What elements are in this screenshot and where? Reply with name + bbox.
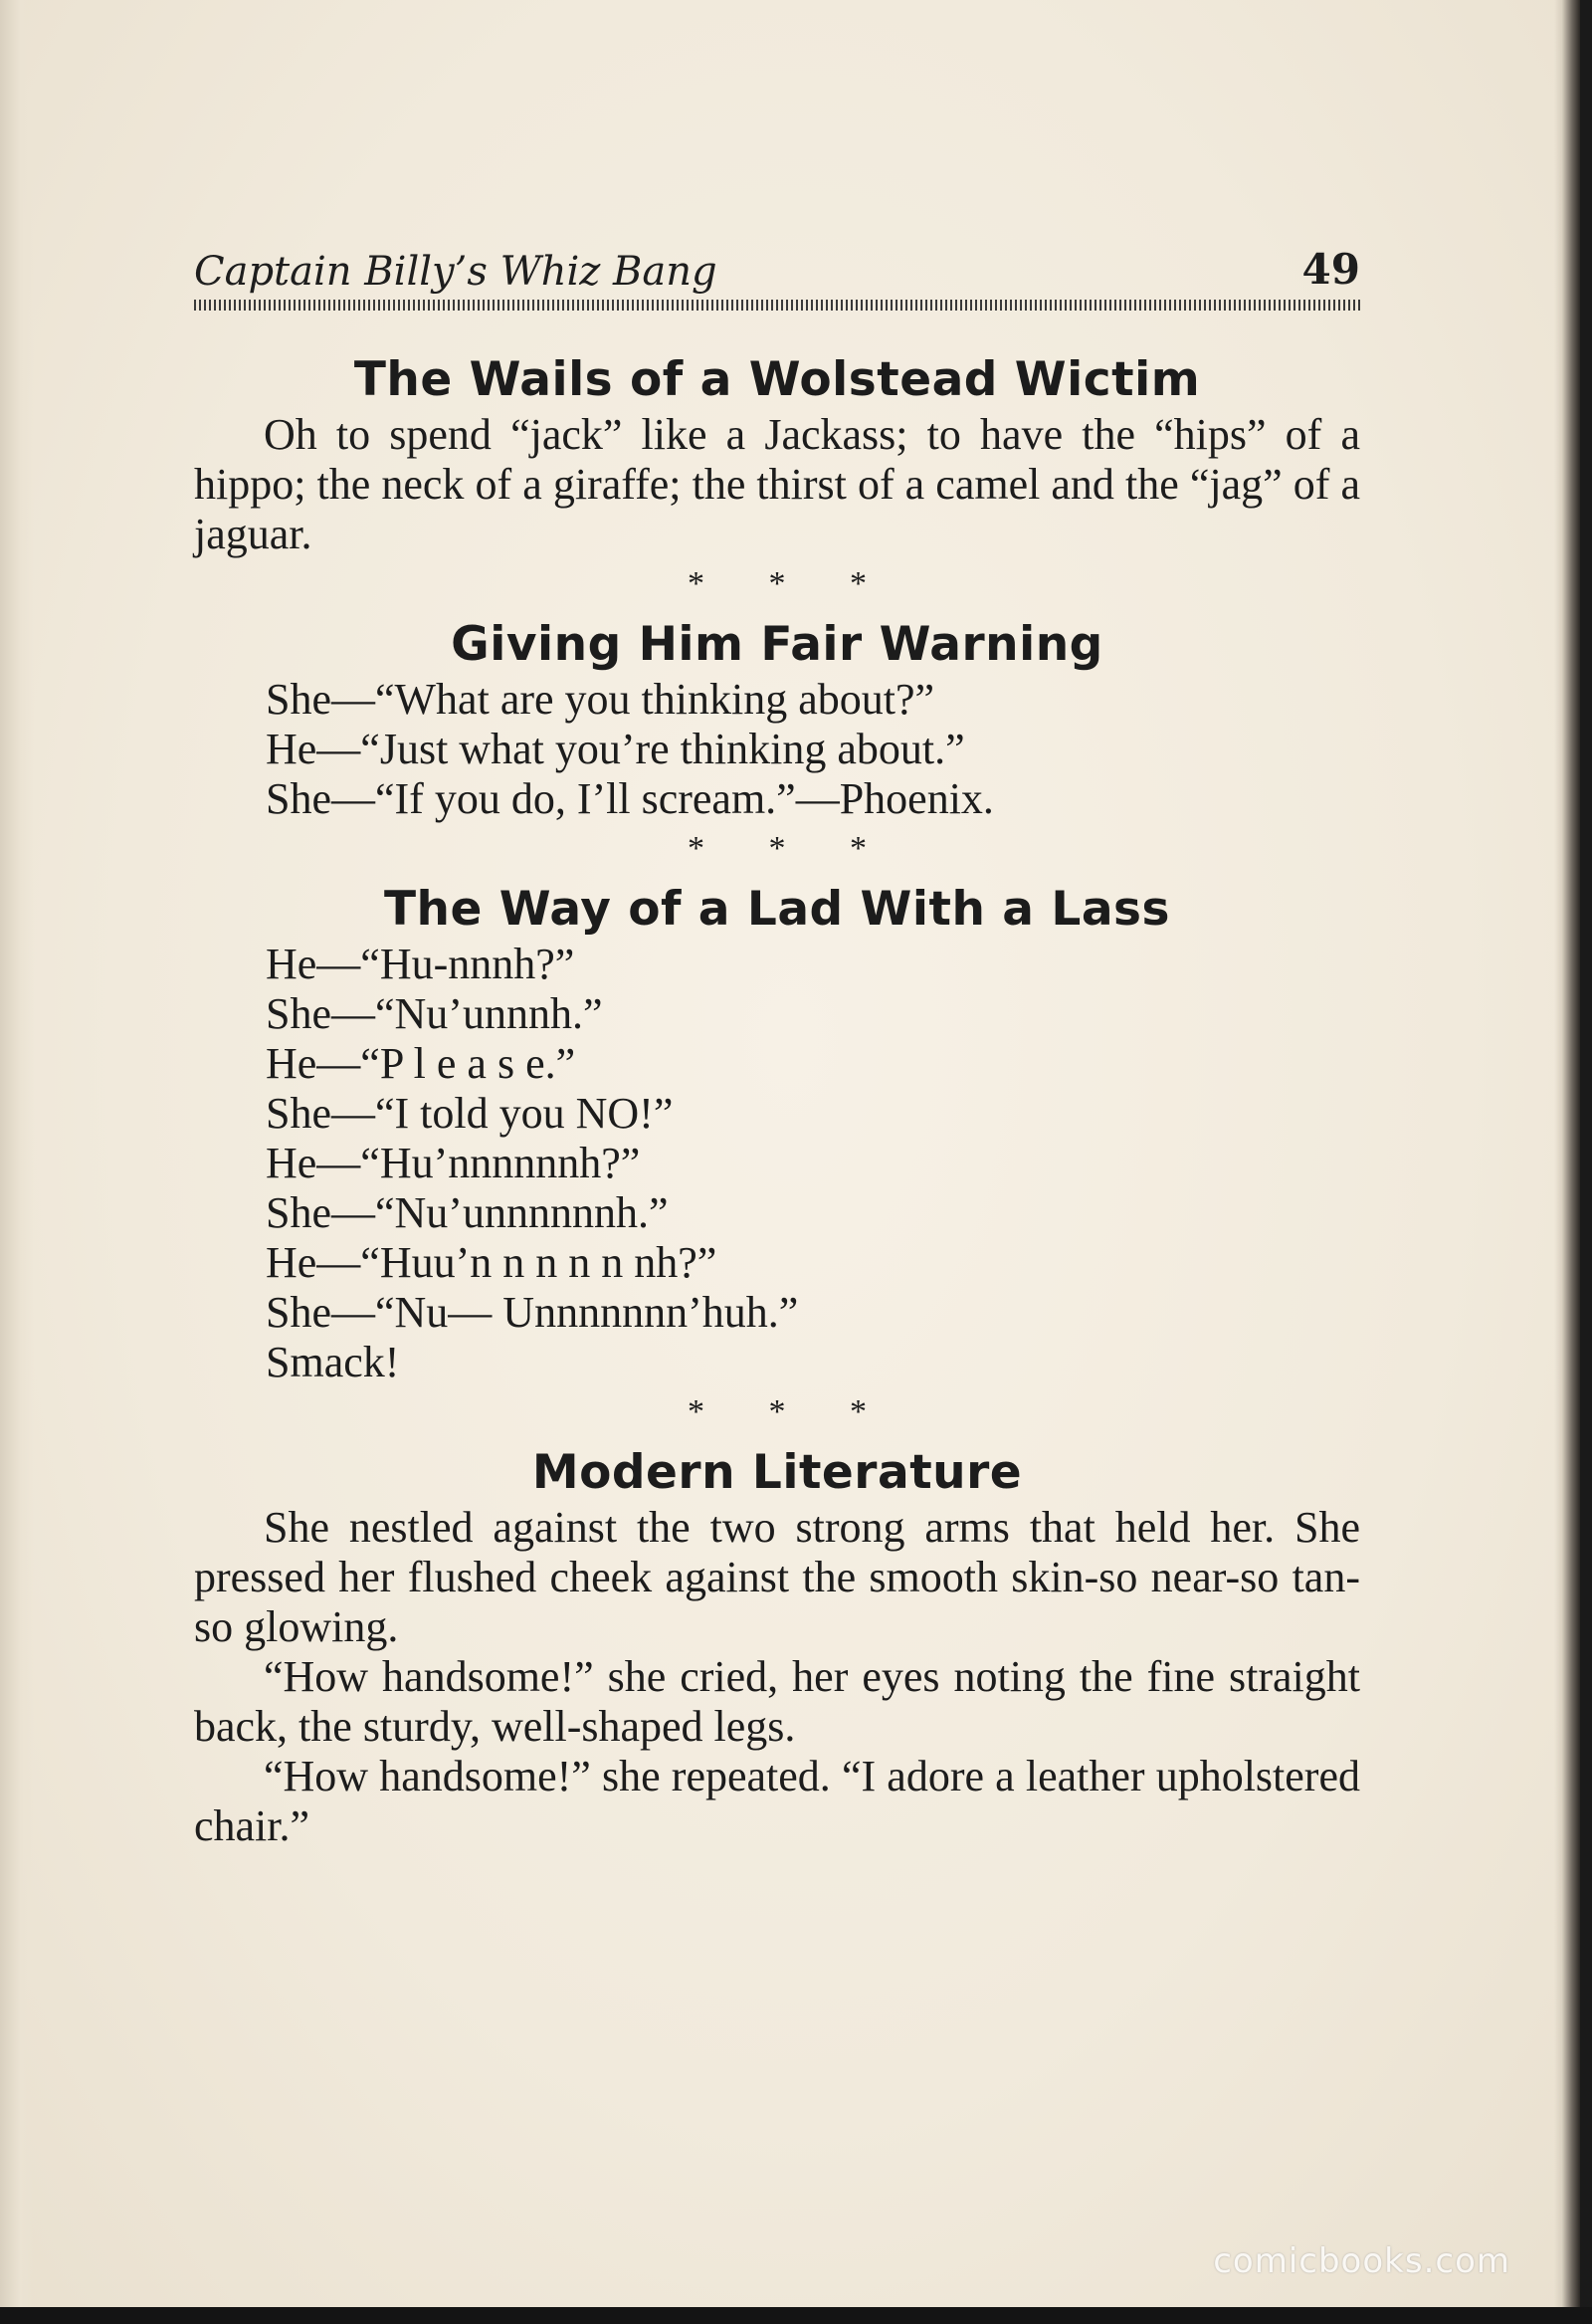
section-title: The Wails of a Wolstead Wictim — [353, 352, 1201, 407]
dialog-line: He—“Hu’nnnnnnh?” — [266, 1139, 641, 1187]
dialog-line: He—“P l e a s e.” — [266, 1039, 576, 1088]
dialog-line: She—“I told you NO!” — [266, 1089, 674, 1138]
watermark: comicbooks.com — [1213, 2241, 1510, 2281]
dialog-line: She—“Nu’unnnnnnh.” — [266, 1188, 669, 1237]
section-wolstead-wictim — [194, 350, 1360, 559]
page-number: 49 — [1301, 245, 1360, 294]
running-title: Captain Billy’s Whiz Bang — [194, 249, 717, 295]
dialog-line: She—“What are you thinking about?” — [266, 675, 935, 724]
section-modern-literature — [194, 1443, 1360, 1851]
section-paragraph: Oh to spend “jack” like a Jackass; to have the “hips” of a hippo; the neck of a giraffe; the thirst of a camel and the “jag” of a jaguar. — [194, 410, 1360, 558]
section-title: The Way of a Lad With a Lass — [384, 882, 1170, 937]
section-paragraph: “How handsome!” she cried, her eyes noting the fine straight back, the sturdy, well-shaped legs. — [194, 1652, 1360, 1751]
dialog-line: She—“If you do, I’ll scream.”—Phoenix. — [266, 774, 994, 823]
section-title: Giving Him Fair Warning — [451, 617, 1103, 672]
header-rule — [194, 300, 1360, 311]
dialog-lines — [194, 675, 1360, 824]
separator-stars: * * * — [688, 830, 895, 867]
dialog-line: She—“Nu— Unnnnnnn’huh.” — [266, 1288, 799, 1337]
dialog-line: Smack! — [266, 1338, 400, 1386]
dialog-line: She—“Nu’unnnh.” — [266, 989, 603, 1038]
section-paragraph: She nestled against the two strong arms that held her. She pressed her flushed cheek against the smooth skin-so near-so tan-so glowing. — [194, 1503, 1360, 1651]
dialog-line: He—“Hu-nnnh?” — [266, 940, 575, 988]
scan-bottom-border — [0, 2307, 1592, 2324]
dialog-line: He—“Just what you’re thinking about.” — [266, 725, 965, 773]
page-gutter-shadow — [0, 0, 34, 2307]
section-paragraph: “How handsome!” she repeated. “I adore a leather upholstered chair.” — [194, 1752, 1360, 1850]
page-edge-shadow — [1554, 0, 1580, 2307]
separator-stars: * * * — [688, 565, 895, 602]
separator-stars: * * * — [688, 1393, 895, 1430]
section-title: Modern Literature — [531, 1445, 1023, 1500]
section-lad-with-lass — [194, 880, 1360, 1387]
section-fair-warning — [194, 615, 1360, 824]
dialog-line: He—“Huu’n n n n n nh?” — [266, 1238, 717, 1287]
page-content — [194, 350, 1360, 1851]
dialog-lines — [194, 940, 1360, 1387]
